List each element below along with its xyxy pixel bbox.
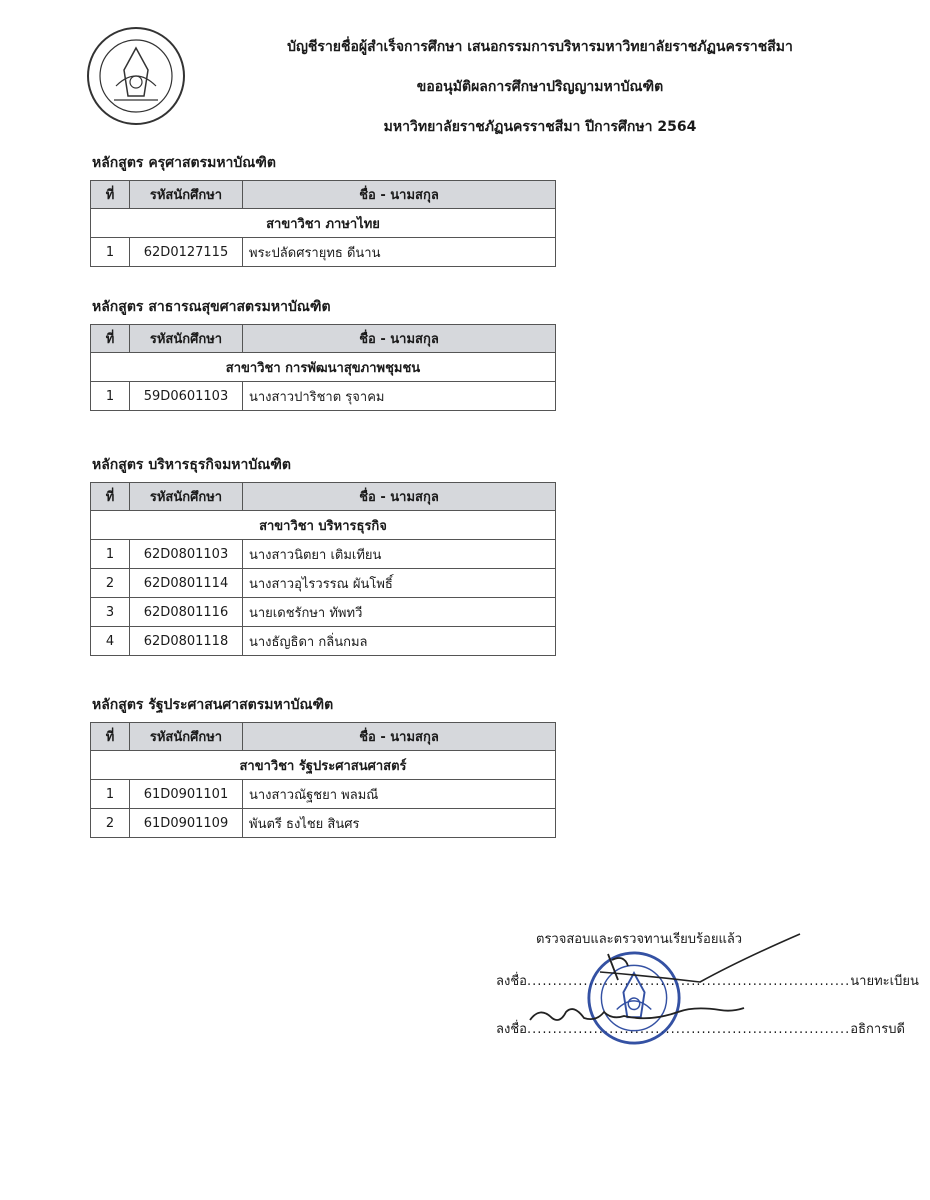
cell-student-name: นางสาวอุไรวรรณ ผันโพธิ์ xyxy=(243,569,556,598)
cell-no: 1 xyxy=(91,780,130,809)
col-header-name: ชื่อ - นามสกุล xyxy=(243,723,556,751)
header-title-line1: บัญชีรายชื่อผู้สำเร็จการศึกษา เสนอกรรมการบริหารมหาวิทยาลัยราชภัฏนครราชสีมา xyxy=(287,39,793,55)
table-header-row xyxy=(91,483,556,511)
student-table xyxy=(90,180,556,267)
col-header-no: ที่ xyxy=(91,181,130,209)
cell-student-id: 61D0901109 xyxy=(130,809,243,838)
col-header-no: ที่ xyxy=(91,483,130,511)
role-registrar: นายทะเบียน xyxy=(850,974,919,989)
course-title: หลักสูตร บริหารธุรกิจมหาบัณฑิต xyxy=(92,457,291,473)
major-row xyxy=(91,353,556,382)
col-header-id: รหัสนักศึกษา xyxy=(130,723,243,751)
table-row xyxy=(91,627,556,656)
cell-student-name: นางธัญธิดา กลิ่นกมล xyxy=(243,627,556,656)
cell-student-name: นางสาวปาริชาต รุจาคม xyxy=(243,382,556,411)
table-row xyxy=(91,598,556,627)
col-header-name: ชื่อ - นามสกุล xyxy=(243,181,556,209)
table-row xyxy=(91,569,556,598)
dotted-line: ............................................................... xyxy=(526,1022,851,1037)
col-header-no: ที่ xyxy=(91,723,130,751)
table-row xyxy=(91,382,556,411)
cell-no: 2 xyxy=(91,569,130,598)
dotted-line: ............................................................... xyxy=(526,974,851,989)
cell-student-id: 62D0127115 xyxy=(130,238,243,267)
col-header-id: รหัสนักศึกษา xyxy=(130,325,243,353)
cell-student-id: 62D0801116 xyxy=(130,598,243,627)
verified-note: ตรวจสอบและตรวจทานเรียบร้อยแล้ว xyxy=(536,932,743,947)
cell-student-name: นางสาวนิตยา เติมเทียน xyxy=(243,540,556,569)
major-row xyxy=(91,209,556,238)
major-row xyxy=(91,751,556,780)
cell-no: 3 xyxy=(91,598,130,627)
student-table xyxy=(90,482,556,656)
table-row xyxy=(91,540,556,569)
handwritten-signature xyxy=(500,920,820,1040)
course-title: หลักสูตร ครุศาสตรมหาบัณฑิต xyxy=(92,155,277,171)
cell-student-id: 62D0801118 xyxy=(130,627,243,656)
student-table xyxy=(90,722,556,838)
cell-no: 1 xyxy=(91,540,130,569)
col-header-name: ชื่อ - นามสกุล xyxy=(243,483,556,511)
col-header-name: ชื่อ - นามสกุล xyxy=(243,325,556,353)
cell-student-id: 62D0801103 xyxy=(130,540,243,569)
col-header-id: รหัสนักศึกษา xyxy=(130,483,243,511)
col-header-id: รหัสนักศึกษา xyxy=(130,181,243,209)
table-row xyxy=(91,238,556,267)
cell-no: 2 xyxy=(91,809,130,838)
table-header-row xyxy=(91,723,556,751)
role-president: อธิการบดี xyxy=(850,1022,905,1037)
cell-student-name: นายเดชรักษา ทัพทวี xyxy=(243,598,556,627)
header-title-line3: มหาวิทยาลัยราชภัฏนครราชสีมา ปีการศึกษา 2564 xyxy=(383,119,697,135)
cell-student-id: 62D0801114 xyxy=(130,569,243,598)
student-table xyxy=(90,324,556,411)
col-header-no: ที่ xyxy=(91,325,130,353)
major-row xyxy=(91,511,556,540)
table-row xyxy=(91,780,556,809)
major-title: สาขาวิชา บริหารธุรกิจ xyxy=(91,511,556,540)
major-title: สาขาวิชา รัฐประศาสนศาสตร์ xyxy=(91,751,556,780)
table-header-row xyxy=(91,181,556,209)
course-title: หลักสูตร สาธารณสุขศาสตรมหาบัณฑิต xyxy=(92,299,331,315)
cell-student-id: 61D0901101 xyxy=(130,780,243,809)
cell-student-name: พระปลัดศรายุทธ ดีนาน xyxy=(243,238,556,267)
sign-label: ลงชื่อ xyxy=(496,974,527,989)
cell-no: 1 xyxy=(91,382,130,411)
table-header-row xyxy=(91,325,556,353)
table-row xyxy=(91,809,556,838)
cell-no: 1 xyxy=(91,238,130,267)
header-title-line2: ขออนุมัติผลการศึกษาปริญญามหาบัณฑิต xyxy=(416,79,664,95)
major-title: สาขาวิชา การพัฒนาสุขภาพชุมชน xyxy=(91,353,556,382)
cell-student-name: นางสาวณัฐชยา พลมณี xyxy=(243,780,556,809)
course-title: หลักสูตร รัฐประศาสนศาสตรมหาบัณฑิต xyxy=(92,697,334,713)
cell-student-name: พันตรี ธงไชย สินศร xyxy=(243,809,556,838)
sign-label: ลงชื่อ xyxy=(496,1022,527,1037)
cell-student-id: 59D0601103 xyxy=(130,382,243,411)
university-logo xyxy=(86,26,186,126)
cell-no: 4 xyxy=(91,627,130,656)
major-title: สาขาวิชา ภาษาไทย xyxy=(91,209,556,238)
